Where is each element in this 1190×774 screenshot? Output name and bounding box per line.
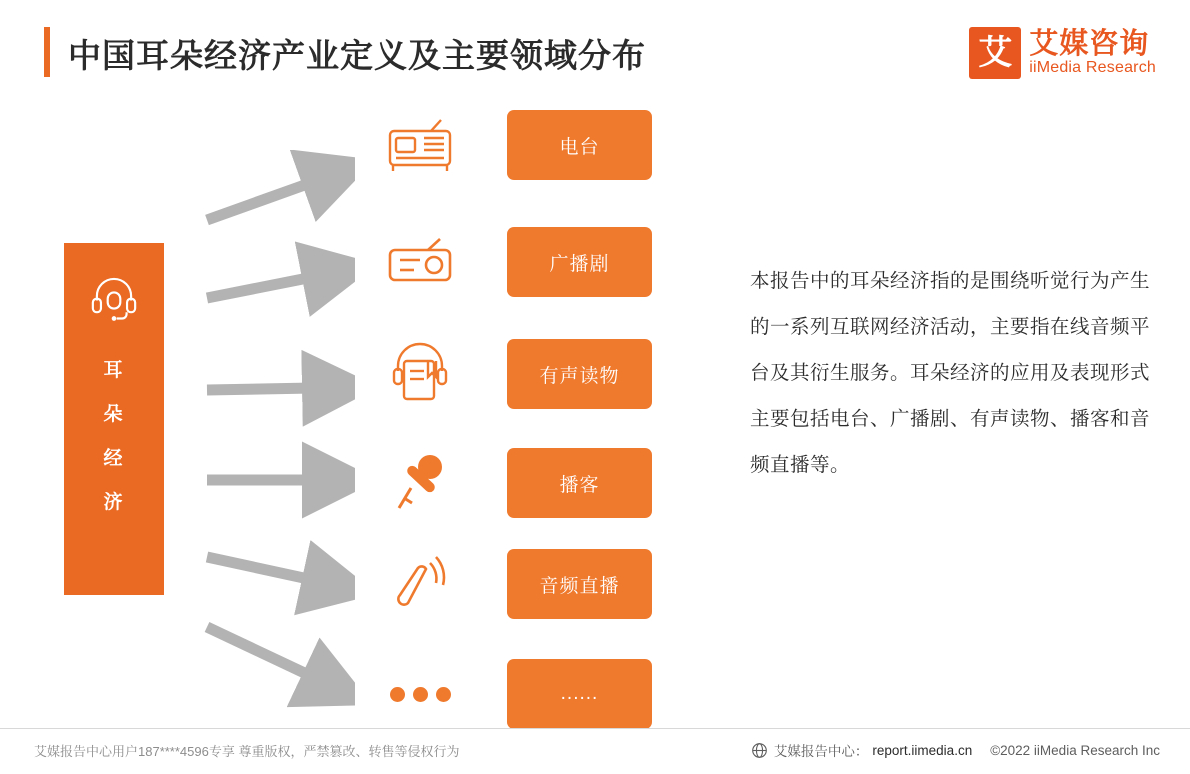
page-footer <box>0 728 1190 774</box>
microphone-icon <box>370 446 470 520</box>
category-chip-youshengduwu[interactable]: 有声读物 <box>507 339 652 409</box>
loudspeaker-icon <box>370 547 470 621</box>
title-accent-bar <box>44 27 50 77</box>
footer-source <box>751 740 1160 760</box>
radio-broadcast-icon <box>370 225 470 299</box>
logo-text <box>1029 29 1156 77</box>
logo-mark-icon: 艾 <box>969 27 1021 79</box>
category-chip-boke[interactable]: 播客 <box>507 448 652 518</box>
category-chip-yinpinzhibo[interactable]: 音频直播 <box>507 549 652 619</box>
source-label-1: 耳 <box>103 360 125 381</box>
category-row <box>370 108 660 182</box>
category-chip-more[interactable]: ...... <box>507 659 652 729</box>
footer-link[interactable]: report.iimedia.cn <box>872 742 973 758</box>
category-chip-dianta[interactable]: 电台 <box>507 110 652 180</box>
category-row <box>370 446 660 520</box>
source-label-3: 经 <box>103 448 125 469</box>
logo-company-cn: 艾媒咨询 <box>1029 27 1150 60</box>
category-row <box>370 547 660 621</box>
category-chip-guangboju[interactable]: 广播剧 <box>507 227 652 297</box>
description-text: 本报告中的耳朵经济指的是围绕听觉行为产生的一系列互联网经济活动，主要指在线音频平台及其衍生服务。耳朵经济的应用及表现形式主要包括电台、广播剧、有声读物、播客和音频直播等。 <box>750 270 1151 476</box>
audiobook-headphone-icon <box>370 337 470 411</box>
source-label-2: 朵 <box>103 404 125 425</box>
connector-arrows <box>195 150 355 710</box>
footer-user-notice: 艾媒报告中心用户187****4596专享 尊重版权，严禁篡改、转售等侵权行为 <box>34 744 460 759</box>
source-node <box>64 243 164 595</box>
logo-company-en: iiMedia Research <box>1029 59 1156 77</box>
footer-center-label: 艾媒报告中心： <box>773 744 869 759</box>
source-label-4: 济 <box>103 492 125 513</box>
footer-copyright: ©2022 iiMedia Research Inc <box>990 742 1160 758</box>
category-row <box>370 225 660 299</box>
globe-icon <box>751 742 768 759</box>
page-title: 中国耳朵经济产业定义及主要领域分布 <box>68 37 646 74</box>
brand-logo <box>969 24 1156 82</box>
ellipsis-dots-icon <box>370 657 470 731</box>
radio-receiver-icon <box>370 108 470 182</box>
category-row <box>370 657 660 731</box>
category-row <box>370 337 660 411</box>
page-header <box>0 0 1190 100</box>
headset-icon <box>87 269 141 323</box>
